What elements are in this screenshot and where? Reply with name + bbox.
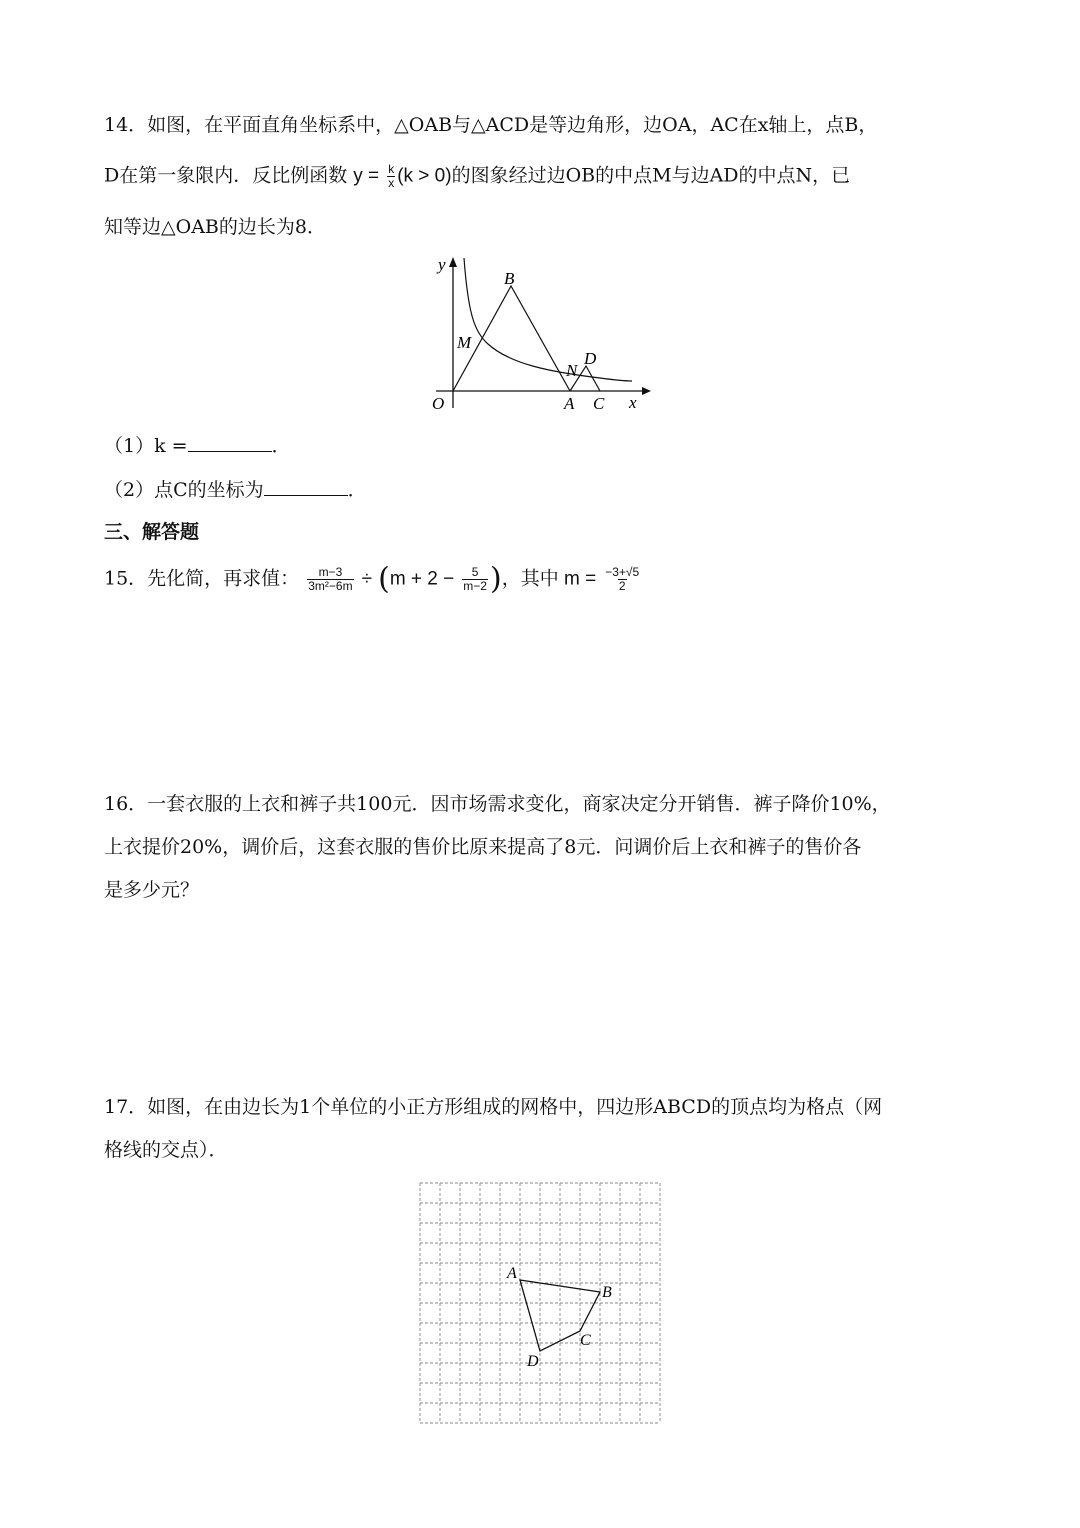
q14-fraction-numerator: k	[388, 162, 395, 176]
q14-label-o: O	[432, 394, 445, 413]
q14-sub-2	[104, 477, 367, 502]
q15-inner-expression: m + 2 −	[389, 568, 455, 590]
q17-line-2: 格线的交点）．	[104, 1139, 228, 1161]
q15-mid: ，其中 m =	[501, 568, 597, 590]
q17-grid-figure	[412, 1175, 668, 1427]
q14-y-axis-arrow	[449, 257, 457, 267]
q14-sub-2-post: ．	[347, 479, 367, 501]
q17-label-b: B	[602, 1284, 612, 1301]
q16-line-2: 上衣提价20%，调价后，这套衣服的售价比原来提高了8元．问调价后上衣和裤子的售价各	[104, 836, 862, 858]
q14-label-n: N	[566, 361, 578, 380]
q14-label-b: B	[504, 269, 515, 288]
q14-label-m: M	[457, 333, 472, 352]
q14-line-2	[104, 163, 850, 190]
q14-label-d: D	[584, 349, 597, 368]
q14-formula-y: y =	[353, 165, 380, 187]
q15-paren-close: )	[489, 561, 502, 597]
q15-fraction-2-numerator: 5	[471, 565, 479, 579]
q14-fraction-k-over-x	[387, 163, 395, 190]
q15-paren-open: (	[378, 561, 390, 597]
q14-x-axis-arrow	[642, 387, 651, 395]
q17-label-a: A	[507, 1265, 517, 1282]
q14-formula-condition: (k > 0)	[397, 165, 452, 187]
q15-fraction-3-numerator: −3+√5	[605, 565, 640, 579]
q14-sub-1	[104, 433, 291, 458]
q16-line-3: 是多少元？	[104, 879, 200, 901]
q17-grid-lines	[420, 1183, 660, 1423]
q14-line-3: 知等边△OAB的边长为8．	[104, 216, 326, 238]
q14-line-2-post: 的图象经过边OB的中点M与边AD的中点N，已	[451, 164, 851, 187]
q17-label-d: D	[527, 1353, 539, 1370]
q14-hyperbola-curve	[464, 258, 632, 381]
q15-fraction-1-numerator: m−3	[318, 565, 343, 579]
section-3-title: 三、解答题	[104, 521, 200, 543]
q15-fraction-1	[307, 566, 353, 593]
q15-line	[104, 561, 642, 597]
q15-fraction-1-denominator: 3m²−6m	[308, 579, 353, 593]
q15-divide-sign: ÷	[361, 568, 373, 590]
q15-fraction-2-denominator: m−2	[463, 579, 487, 593]
q14-figure	[420, 252, 660, 417]
q15-pre: 15．先化简，再求值：	[104, 567, 300, 590]
q14-label-a: A	[564, 394, 575, 413]
q15-fraction-2	[462, 566, 488, 593]
q14-line-2-pre: D在第一象限内．反比例函数	[104, 164, 348, 187]
q15-fraction-3-denominator: 2	[618, 579, 626, 593]
q14-sub-2-pre: （2）点C的坐标为	[104, 479, 264, 501]
q17-label-c: C	[580, 1332, 591, 1349]
q14-sub-2-answer-blank	[264, 477, 348, 496]
q14-sub-1-post: ．	[271, 435, 291, 457]
q14-line-1: 14．如图，在平面直角坐标系中，△OAB与△ACD是等边角形，边OA，AC在x轴上，点B，	[104, 114, 878, 136]
q14-label-c: C	[593, 394, 605, 413]
q14-label-x: x	[629, 393, 637, 412]
q14-label-y: y	[438, 255, 446, 274]
q17-line-1: 17．如图，在由边长为1个单位的小正方形组成的网格中，四边形ABCD的顶点均为格点（网	[104, 1096, 883, 1118]
q16-line-1: 16．一套衣服的上衣和裤子共100元．因市场需求变化，商家决定分开销售．裤子降价10%，	[104, 793, 891, 815]
q14-fraction-denominator: x	[388, 176, 395, 190]
q14-sub-1-pre: （1）k =	[104, 435, 188, 457]
q15-fraction-3	[604, 566, 640, 593]
q14-sub-1-answer-blank	[188, 433, 272, 452]
